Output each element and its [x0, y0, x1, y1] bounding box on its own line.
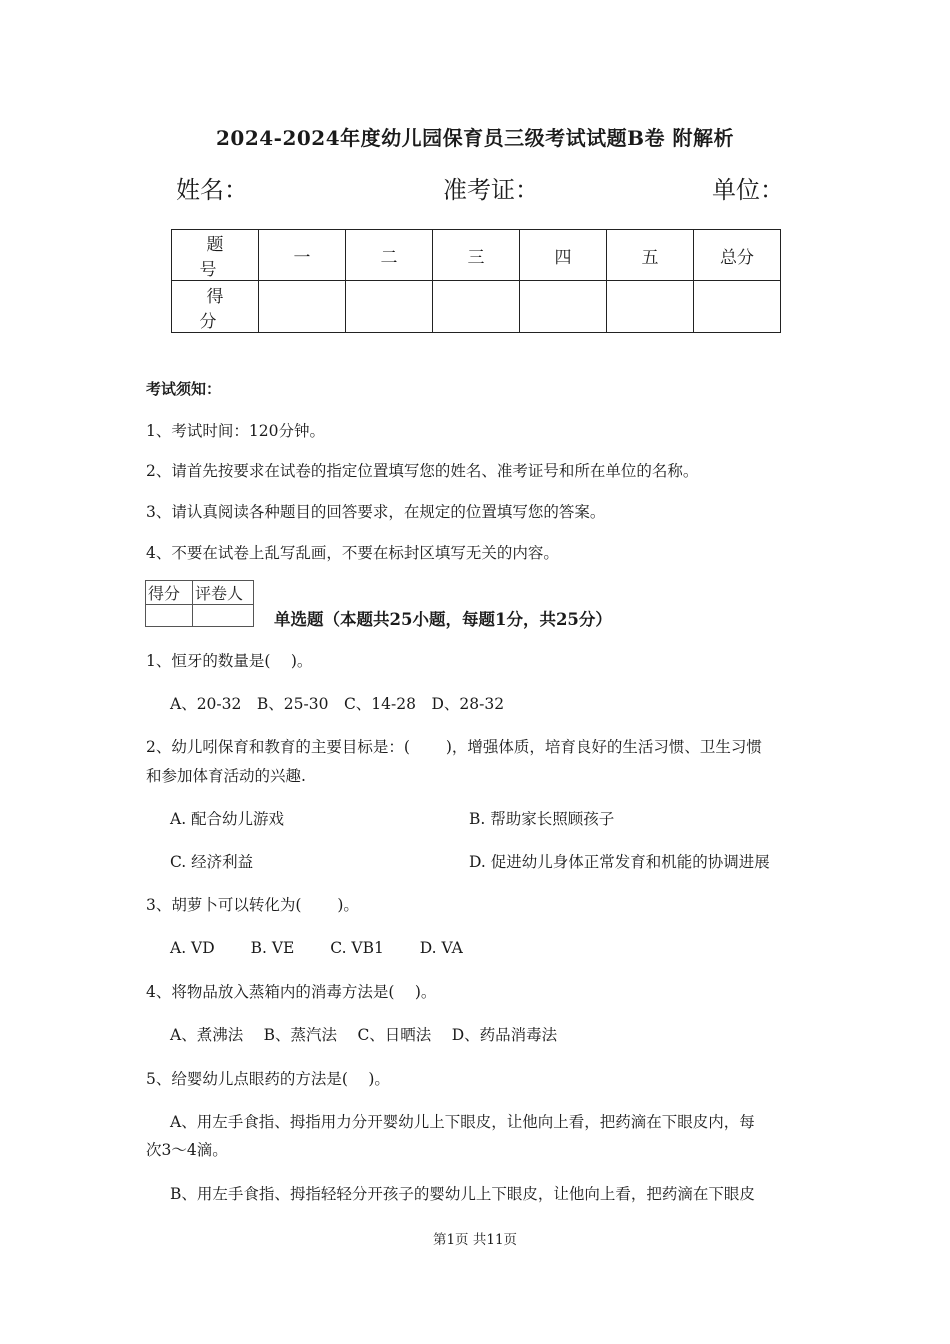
option-b: B. 帮助家长照顾孩子: [469, 810, 615, 828]
question-stem: 1、恒牙的数量是( )。: [146, 652, 313, 670]
score-input-4: [520, 281, 607, 333]
score-input-2: [346, 281, 433, 333]
page-footer: 第1页 共11页: [432, 1232, 518, 1248]
score-input-3: [433, 281, 520, 333]
exam-id-field-label: 准考证：: [443, 176, 539, 204]
score-cell-2: 二: [346, 230, 433, 281]
score-cell-label: 题 号: [172, 230, 259, 281]
notice-item: 1、考试时间：120分钟。: [146, 422, 325, 440]
question-stem: 5、给婴幼儿点眼药的方法是( )。: [146, 1070, 390, 1088]
question-options: A、煮沸法 B、蒸汽法 C、日晒法 D、药品消毒法: [170, 1026, 558, 1044]
question-options: A、20-32 B、25-30 C、14-28 D、28-32: [170, 695, 505, 713]
option-b: B、用左手食指、拇指轻轻分开孩子的婴幼儿上下眼皮，让他向上看，把药滴在下眼皮: [170, 1185, 755, 1203]
notice-item: 2、请首先按要求在试卷的指定位置填写您的姓名、准考证号和所在单位的名称。: [146, 462, 699, 480]
score-cell-4: 四: [520, 230, 607, 281]
question-stem-cont: 和参加体育活动的兴趣.: [146, 767, 306, 785]
score-table-score-row: [172, 281, 781, 333]
notice-heading: 考试须知：: [146, 380, 222, 398]
page-title: 2024-2024年度幼儿园保育员三级考试试题B卷 附解析: [216, 126, 734, 150]
grader-score-cell: [146, 605, 193, 627]
option-a: A. 配合幼儿游戏: [170, 810, 285, 828]
name-field-label: 姓名：: [176, 176, 248, 204]
option-a: A、用左手食指、拇指用力分开婴幼儿上下眼皮，让他向上看，把药滴在下眼皮内，每: [170, 1113, 755, 1131]
notice-item: 3、请认真阅读各种题目的回答要求，在规定的位置填写您的答案。: [146, 503, 606, 521]
question-options: A. VD B. VE C. VB1 D. VA: [170, 939, 463, 957]
option-c: C. 经济利益: [170, 853, 254, 871]
score-input-1: [259, 281, 346, 333]
unit-field-label: 单位：: [712, 176, 784, 204]
notice-item: 4、不要在试卷上乱写乱画，不要在标封区填写无关的内容。: [146, 544, 559, 562]
score-cell-3: 三: [433, 230, 520, 281]
score-cell-total: 总分: [694, 230, 781, 281]
grader-name-cell: [193, 605, 254, 627]
grader-name-label: 评卷人: [193, 581, 254, 605]
grader-score-label: 得分: [146, 581, 193, 605]
option-a-cont: 次3～4滴。: [146, 1141, 228, 1159]
score-input-total: [694, 281, 781, 333]
score-cell-1: 一: [259, 230, 346, 281]
section-heading: 单选题（本题共25小题，每题1分，共25分）: [274, 610, 612, 629]
score-table: [171, 229, 781, 333]
question-stem: 3、胡萝卜可以转化为( )。: [146, 896, 359, 914]
question-stem: 2、幼儿吲保育和教育的主要目标是：( )，增强体质，培育良好的生活习惯、卫生习惯: [146, 738, 762, 756]
score-cell-5: 五: [607, 230, 694, 281]
score-input-5: [607, 281, 694, 333]
option-d: D. 促进幼儿身体正常发育和机能的协调进展: [469, 853, 770, 871]
score-row-label: 得 分: [172, 281, 259, 333]
grader-box: [145, 580, 254, 627]
question-stem: 4、将物品放入蒸箱内的消毒方法是( )。: [146, 983, 437, 1001]
score-table-header-row: [172, 230, 781, 281]
